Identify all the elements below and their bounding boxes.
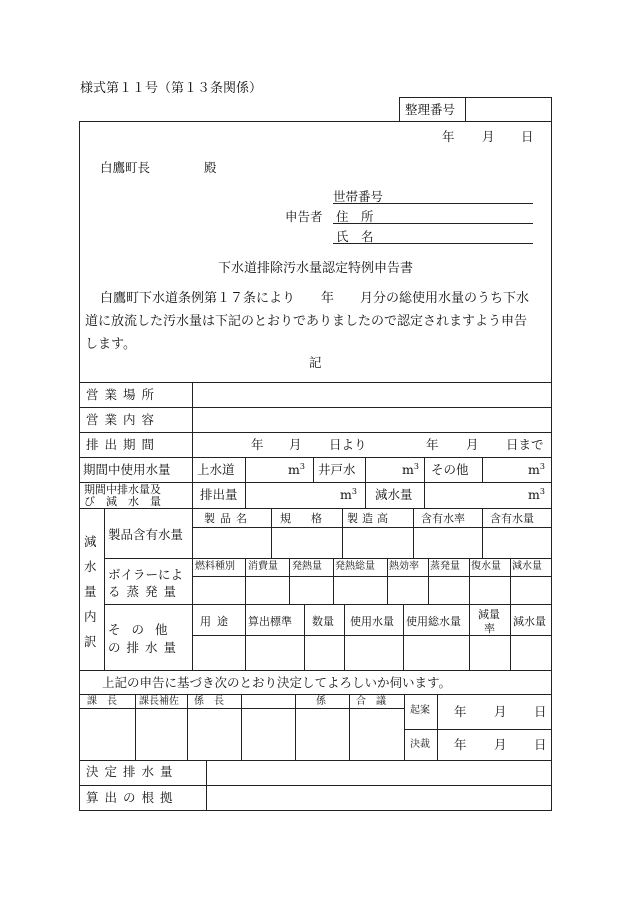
business-content-field[interactable]: [193, 408, 551, 432]
form-title: 下水道排除汚水量認定特例申告書: [218, 261, 414, 276]
stamp-staff: 係: [316, 696, 326, 707]
period-month-2: 月: [466, 437, 479, 452]
boiler-label-1: ボイラーによ: [108, 567, 184, 582]
other-header-quantity: 数量: [312, 615, 334, 628]
business-place-label: 営業場所: [86, 387, 161, 402]
ki-mark: 記: [309, 355, 322, 370]
discharge-unit: $m^3$: [340, 487, 357, 503]
name-line[interactable]: [333, 243, 533, 244]
product-header-name: 製品名: [204, 512, 252, 525]
household-number-label: 世帯番号: [333, 189, 384, 204]
reference-number-field[interactable]: [466, 98, 551, 121]
boiler-header-reduction: 減水量: [512, 561, 542, 572]
other-header-usage: 使用水量: [350, 615, 394, 628]
stamp-assistant-chief: 課長補佐: [139, 696, 179, 707]
address-line[interactable]: [333, 223, 533, 224]
stamp-subsection-chief: 係長: [194, 696, 234, 707]
reduction-side-1: 減: [84, 534, 97, 549]
boiler-header-calorific: 発熱量: [292, 561, 322, 572]
boiler-label-2: る蒸発量: [108, 584, 183, 599]
period-month-1: 月: [289, 437, 302, 452]
period-year-1: 年: [251, 437, 264, 452]
other-water-label: その他: [431, 462, 469, 477]
other-header-reduction-rate-2: 率: [484, 622, 495, 635]
well-water-label: 井戸水: [318, 462, 356, 477]
period-year-2: 年: [426, 437, 439, 452]
other-discharge-label-2: の排水量: [108, 640, 183, 655]
product-header-spec: 規格: [280, 512, 342, 525]
date-year: 年: [442, 129, 455, 144]
stamp-section-chief: 課長: [87, 696, 127, 707]
business-place-field[interactable]: [193, 383, 551, 407]
decided-day: 日: [534, 737, 547, 752]
other-header-reduction: 減水量: [513, 615, 546, 628]
addressee-honorific: 殿: [204, 160, 217, 175]
approval-note: 上記の申告に基づき次のとおり決定してよろしいか伺います。: [102, 675, 452, 690]
date-month: 月: [482, 129, 495, 144]
other-header-use: 用途: [200, 615, 234, 628]
calculation-basis-label: 算出の根拠: [86, 790, 179, 805]
period-day-2: 日まで: [506, 437, 544, 452]
product-header-amount: 含有水量: [490, 512, 534, 525]
boiler-header-consumption: 消費量: [248, 561, 278, 572]
household-number-line[interactable]: [333, 203, 533, 204]
date-day: 日: [521, 129, 534, 144]
product-header-output: 製造高: [347, 512, 392, 525]
other-discharge-label-1: その他: [108, 622, 179, 637]
product-water-label: 製品含有水量: [108, 527, 184, 542]
tap-water-label: 上水道: [197, 462, 235, 477]
reduction-side-2: 水: [84, 559, 97, 574]
addressee-mayor: 白鷹町長: [100, 160, 151, 175]
well-unit: $m^3$: [402, 462, 419, 478]
reduction-side-4: 内: [84, 609, 97, 624]
reduced-unit: $m^3$: [528, 487, 545, 503]
other-header-total-usage: 使用総水量: [406, 615, 461, 628]
reduction-side-5: 訳: [84, 634, 97, 649]
discharge-period-label: 排出期間: [86, 437, 161, 452]
decided-discharge-field[interactable]: [207, 761, 551, 785]
reduction-side-3: 量: [84, 584, 97, 599]
discharge-amount-label: 排出量: [200, 487, 238, 502]
decided-year: 年: [454, 737, 467, 752]
body-line-3: します。: [85, 337, 136, 352]
body-line-2: 道に放流した汚水量は下記のとおりでありましたので認定されますよう申告: [85, 314, 528, 329]
business-content-label: 営業内容: [86, 412, 161, 427]
reference-number-label: 整理番号: [405, 102, 456, 117]
stamp-consultation: 合議: [356, 696, 396, 707]
period-day-1: 日より: [329, 437, 367, 452]
body-line-1: 白鷹町下水道条例第１７条により 年 月分の総使用水量のうち下水: [100, 291, 530, 306]
boiler-header-evaporation: 蒸発量: [430, 561, 460, 572]
applicant-label: 申告者: [285, 209, 323, 224]
name-label: 氏 名: [336, 229, 374, 244]
decided-discharge-label: 決定排水量: [86, 764, 179, 779]
other-header-reduction-rate-1: 減量: [478, 608, 500, 621]
boiler-header-fuel: 燃料種別: [195, 561, 235, 572]
decided-month: 月: [494, 737, 507, 752]
boiler-header-efficiency: 熱効率: [389, 561, 419, 572]
calculation-basis-field[interactable]: [207, 786, 551, 810]
boiler-header-total-heat: 発熱総量: [335, 561, 375, 572]
address-label: 住 所: [336, 209, 374, 224]
tap-unit: $m^3$: [288, 462, 305, 478]
other-header-standard: 算出標準: [248, 615, 292, 628]
boiler-header-condensate: 復水量: [471, 561, 501, 572]
decided-label: 決裁: [410, 739, 430, 750]
reduced-amount-label: 減水量: [375, 487, 413, 502]
discharge-label-1: 期間中排水量及: [84, 483, 161, 496]
drafted-label: 起案: [410, 705, 430, 716]
discharge-label-2: び 減 水 量: [84, 495, 161, 508]
form-number: 様式第１１号（第１３条関係）: [80, 81, 263, 96]
drafted-year: 年: [454, 704, 467, 719]
drafted-day: 日: [534, 704, 547, 719]
usage-label: 期間中使用水量: [83, 462, 171, 477]
other-unit: $m^3$: [528, 462, 545, 478]
drafted-month: 月: [494, 704, 507, 719]
product-header-rate: 含有水率: [421, 512, 465, 525]
